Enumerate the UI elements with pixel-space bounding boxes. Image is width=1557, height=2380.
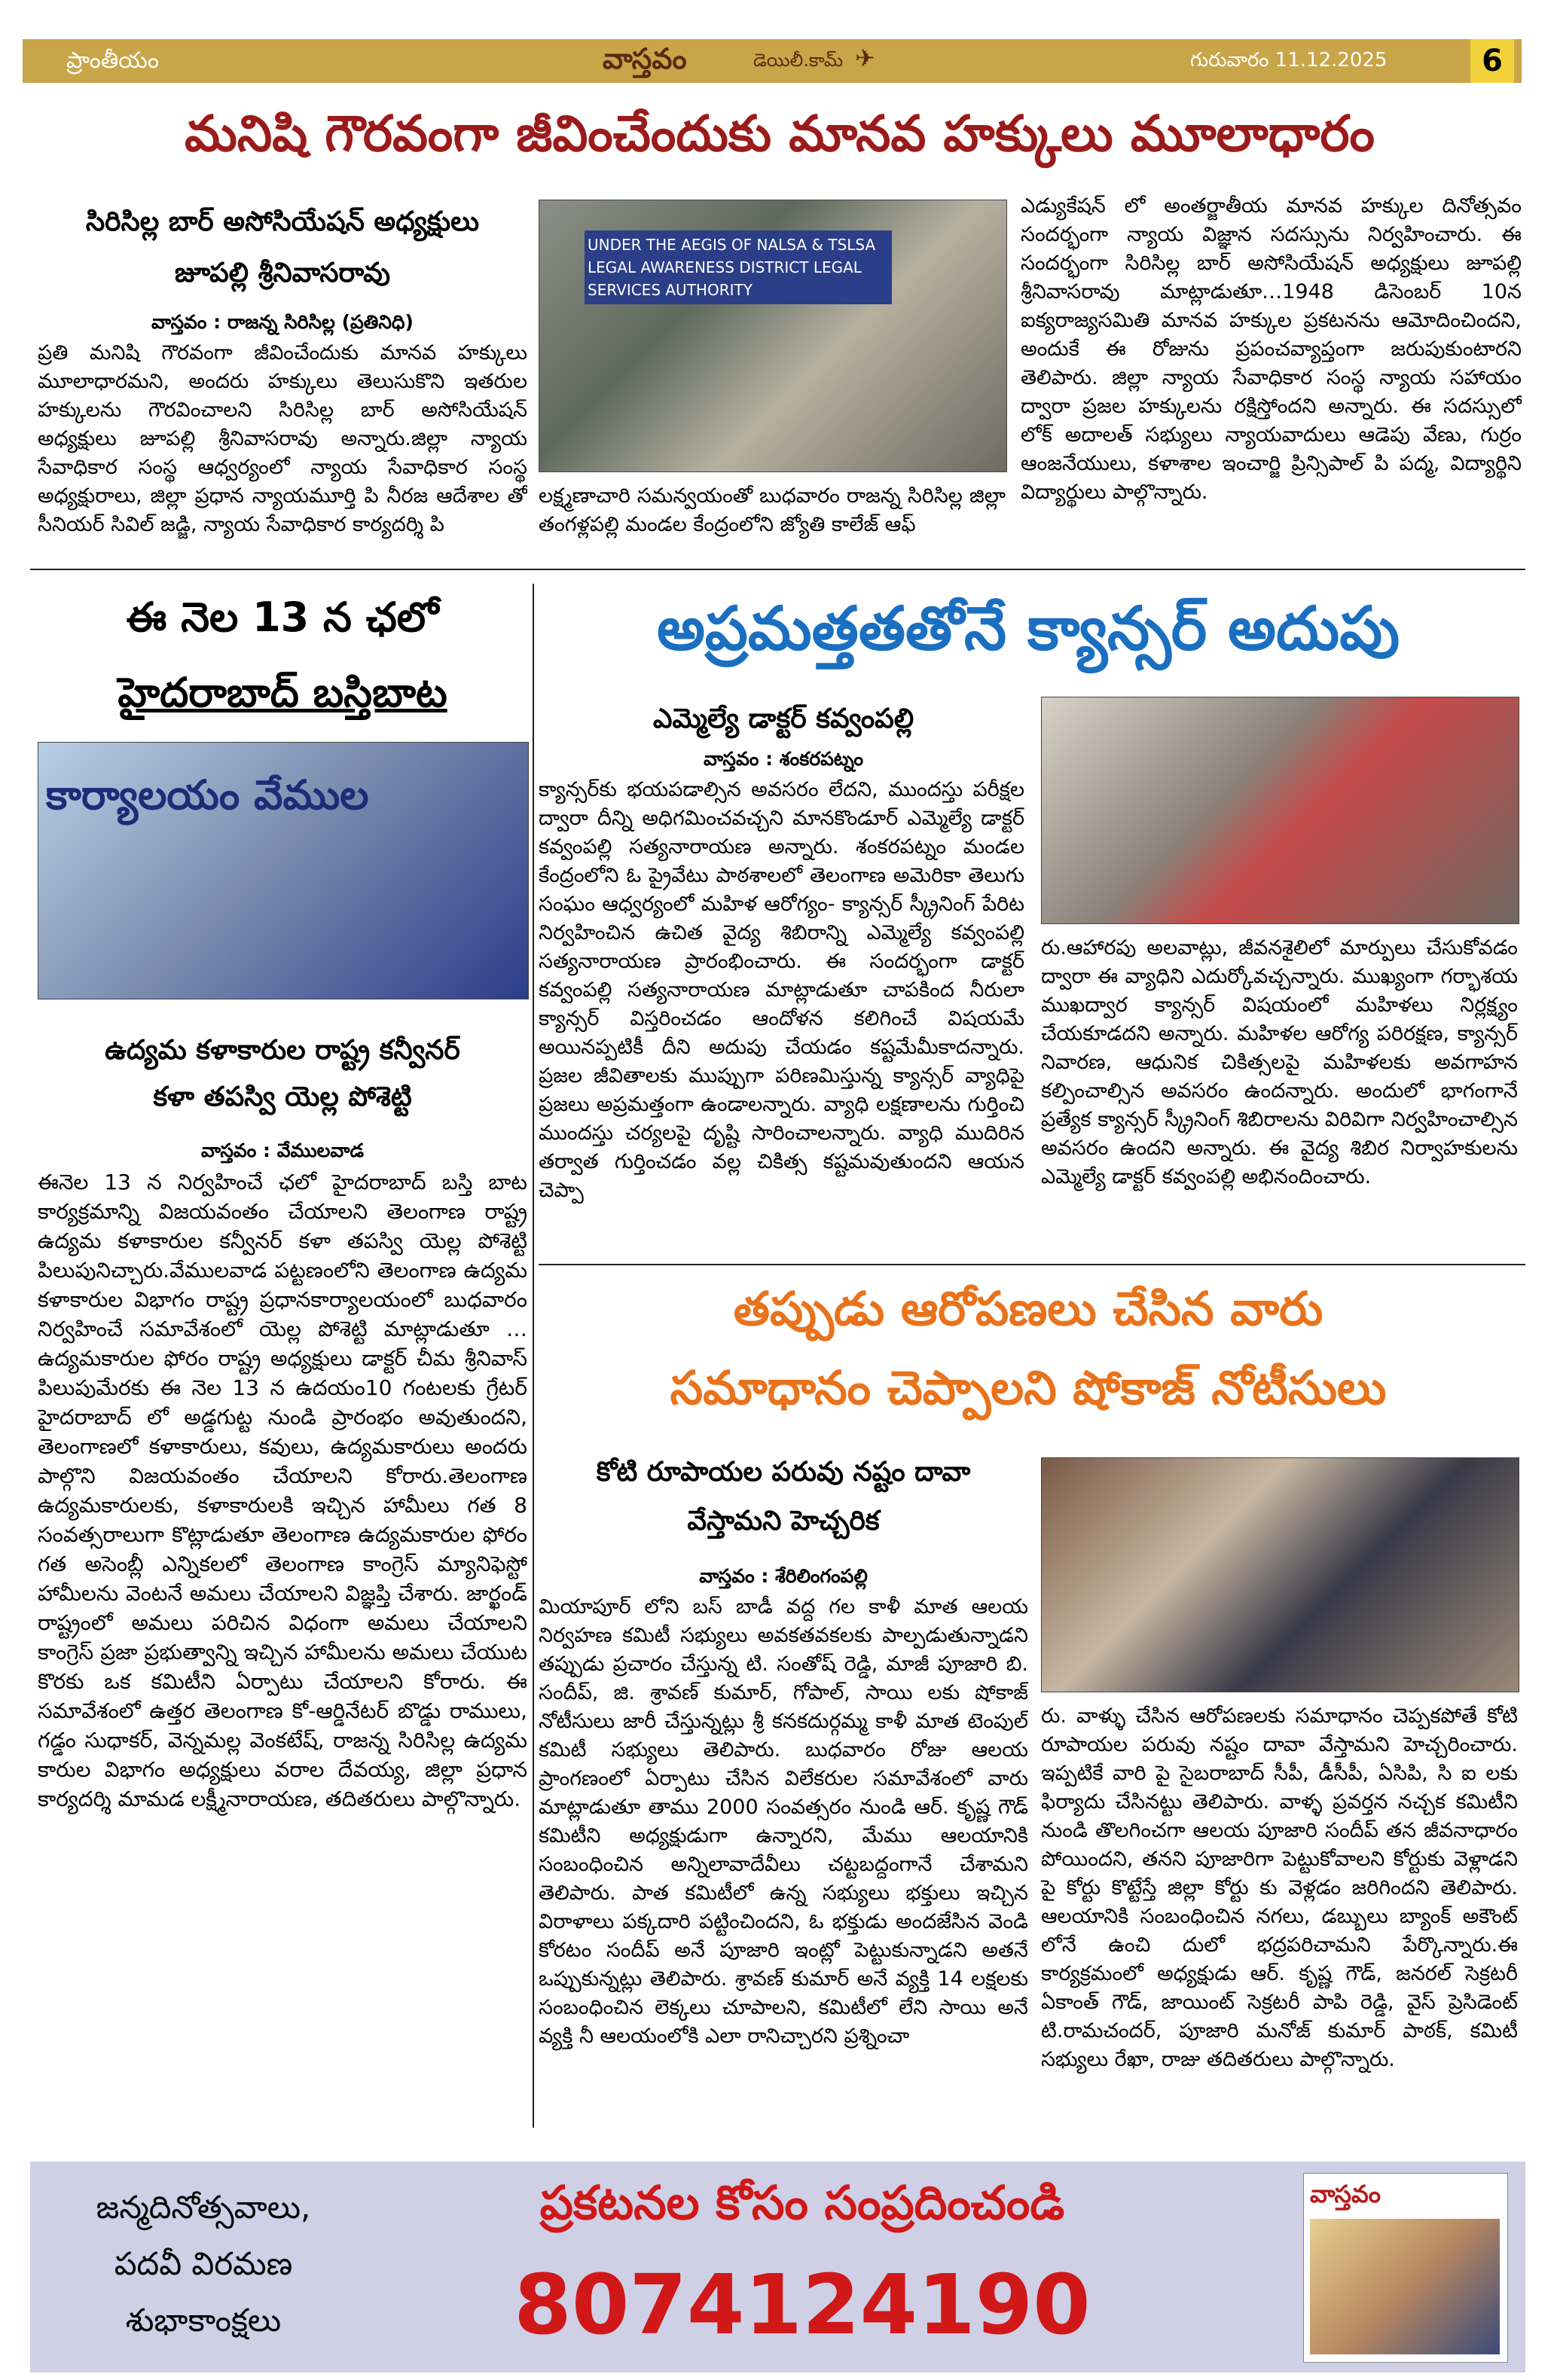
divider <box>539 1264 1525 1265</box>
page-number: 6 <box>1470 39 1514 83</box>
footer-left-line2: పదవీ విరమణ <box>114 2245 293 2282</box>
article2-subhead-2: కళా తపస్వి యెల్ల పోశెట్టి <box>153 1082 412 1112</box>
article3-dateline: వాస్తవం : శంకరపట్నం <box>703 748 864 770</box>
footer-left-line1: జన్మదినోత్సవాలు, <box>96 2189 311 2226</box>
article1-photo-banner: UNDER THE AEGIS OF NALSA & TSLSA LEGAL AWARENESS DISTRICT LEGAL SERVICES AUTHORITY <box>585 230 892 304</box>
article2-photo <box>38 742 529 999</box>
article1-headline: మనిషి గౌరవంగా జీవించేందుకు మానవ హక్కులు మూలాధారం <box>185 105 1375 163</box>
article4-col1: మియాపూర్ లోని బస్ బాడీ వద్ద గల కాళీ మాత ఆలయ నిర్వహణ కమిటీ సభ్యులు అవకతవకలకు పాల్పడుతున్నాడని తప్పుడు ప్రచారం చేస్తున్న టి. సంతోష్ రెడ్డి, మాజీ పూజారి బి. సందీప్, జి. శ్రావణ్ కుమార్, గోపాల్, సాయి లకు షోకాజ్ నోటీసులు జారీ చేస్తున్నట్లు శ్రీ కనకదుర్గమ్మ కాళీ మాత టెంపుల్ కమిటీ సభ్యులు తెలిపారు. బుధవారం రోజు ఆలయ ప్రాంగణంలో ఏర్పాటు చేసిన విలేకరుల సమావేశంలో వారు మాట్లాడుతూ తాము 2000 సంవత్సరం నుండి ఆర్. కృష్ణ గౌడ్ కమిటీని అధ్యక్షుడుగా ఉన్నారని, మేము ఆలయానికి సంబంధించిన అన్నిలావాదేవీలు చట్టబద్దంగానే చేశామని తెలిపారు. పాత కమిటీలో ఉన్న సభ్యులు భక్తులు ఇచ్చిన విరాళాలు పక్కదారి పట్టించిందని, ఓ భక్తుడు అందజేసిన వెండి కోరటం సందీప్ అనే పూజారి ఇంట్లో పెట్టుకున్నాడని అతనే ఒప్పుకున్నట్లు తెలిపారు. శ్రావణ్ కుమార్ అనే వ్యక్తి 14 లక్షలకు సంబంధించిన లెక్కలు చూపాలని, కమిటీలో లేని సాయి అనే వ్యక్తి నీ ఆలయంలోకి ఎలా రానిచ్చారని ప్రశ్నించా <box>539 1595 1028 2048</box>
article2-headline-1: ఈ నెల 13 న ఛలో <box>126 593 439 641</box>
issue-date: గురువారం 11.12.2025 <box>1190 49 1388 72</box>
article1-subhead-2: జూపల్లి శ్రీనివాసరావు <box>174 258 391 288</box>
article2-body: ఈనెల 13 న నిర్వహించే ఛలో హైదరాబాద్ బస్తి బాట కార్యక్రమాన్ని విజయవంతం చేయాలని తెలంగాణ రాష్ట్ర ఉద్యమ కళాకారుల కన్వీనర్ కళా తపస్వి యెల్ల పోశెట్టి పిలుపునిచ్చారు.వేములవాడ పట్టణంలోని తెలంగాణ ఉద్యమ కళాకారుల విభాగం రాష్ట్ర ప్రధానకార్యాలయంలో బుధవారం నిర్వహించే సమావేశంలో యెల్ల పోశెట్టి మాట్లాడుతూ …ఉద్యమకారుల ఫోరం రాష్ట్ర అధ్యక్షులు డాక్టర్ చీమ శ్రీనివాస్ పిలుపుమేరకు ఈ నెల 13 న ఉదయం10 గంటలకు గ్రేటర్ హైదరాబాద్ లో అడ్డగుట్ట నుండి ప్రారంభం అవుతుందని, తెలంగాణలో కళాకారులు, కవులు, ఉద్యమకారులు అందరు పాల్గొని విజయవంతం చేయాలని కోరారు.తెలంగాణ ఉద్యమకారులకు, కళాకారులకి ఇచ్చిన హామీలు గత 8 సంవత్సరాలుగా కొట్లాడుతూ తెలంగాణ ఉద్యమకారుల ఫోరం గత అసెంబ్లీ ఎన్నికలలో తెలంగాణ కాంగ్రెస్ మ్యానిఫెస్టో హామీలను వెంటనే అమలు చేయాలని విజ్ఞప్తి చేశారు. జార్ఖండ్ రాష్ట్రంలో అమలు పరిచిన విధంగా అమలు చేయాలని కాంగ్రెస్ ప్రజా ప్రభుత్వాన్ని ఇచ్చిన హామీలను అమలు చేయుట కొరకు ఒక కమిటీని ఏర్పాటు చేయాలని కోరారు. ఈ సమావేశంలో ఉత్తర తెలంగాణ కో-ఆర్డినేటర్ బొడ్డు రాములు, గడ్డం సుధాకర్, వెన్నమల్ల వెంకటేష్, రాజన్న సిరిసిల్ల ఉద్యమ కారుల విభాగం అధ్యక్షులు వరాల దేవయ్య, జిల్లా ప్రధాన కార్యదర్శి మామడ లక్ష్మీనారాయణ, తదితరులు పాల్గొన్నారు. <box>38 1170 527 1811</box>
article4-photo <box>1041 1457 1519 1692</box>
article1-dateline: వాస్తవం : రాజన్న సిరిసిల్ల (ప్రతినిధి) <box>151 311 414 333</box>
article3-col2: రు.ఆహారపు అలవాట్లు, జీవనశైలిలో మార్పులు చేసుకోవడం ద్వారా ఈ వ్యాధిని ఎదుర్కోవచ్చన్నారు. ముఖ్యంగా గర్భాశయ ముఖద్వార క్యాన్సర్ విషయంలో మహిళలు నిర్లక్ష్యం చేయకూడదని అన్నారు. మహిళల ఆరోగ్య పరిరక్షణ, క్యాన్సర్ నివారణ, ఆధునిక చికిత్సలపై మహిళలకు అవగాహన కల్పించాల్సిన అవసరం ఉందన్నారు. అందులో భాగంగానే ప్రత్యేక క్యాన్సర్ స్క్రీనింగ్ శిబిరాలను విరివిగా నిర్వహించాల్సిన అవసరం ఉందని అన్నారు. ఈ వైద్య శిబిర నిర్వాహకులను ఎమ్మెల్యే డాక్టర్ కవ్వంపల్లి అభినందించారు. <box>1041 936 1518 1188</box>
article4-dateline: వాస్తవం : శేరిలింగంపల్లి <box>699 1565 868 1587</box>
footer-left-line3: శుభాకాంక్షలు <box>125 2302 282 2339</box>
footer-center-title: ప్రకటనల కోసం సంప్రదించండి <box>539 2175 1065 2230</box>
article1-col3: ఎడ్యుకేషన్ లో అంతర్జాతీయ మానవ హక్కుల దినోత్సవం సందర్భంగా న్యాయ విజ్ఞాన సదస్సును నిర్వహించారు. ఈ సందర్భంగా సిరిసిల్ల బార్ అసోసియేషన్ అధ్యక్షులు జూపల్లి శ్రీనివాసరావు మాట్లాడుతూ…1948 డిసెంబర్ 10న ఐక్యరాజ్యసమితి మానవ హక్కుల ప్రకటనను ఆమోదించిందని, అందుకే ఈ రోజును ప్రపంచవ్యాప్తంగా జరుపుకుంటారని తెలిపారు. జిల్లా న్యాయ సేవాధికార సంస్థ న్యాయ సహాయం ద్వారా ప్రజల హక్కులను రక్షిస్తోందని అన్నారు. ఈ సదస్సులో లోక్ అదాలత్ సభ్యులు న్యాయవాదులు ఆడెపు వేణు, గుర్రం ఆంజనేయులు, కళాశాల ఇంచార్జి ప్రిన్సిపాల్ పి పద్మ, విద్యార్థిని విద్యార్థులు పాల్గొన్నారు. <box>1021 194 1522 504</box>
footer-mini-photo <box>1310 2219 1500 2354</box>
article4-subhead-1: కోటి రూపాయల పరువు నష్టం దావా <box>596 1457 971 1488</box>
article1-subhead-1: సిరిసిల్ల బార్ అసోసియేషన్ అధ్యక్షులు <box>85 206 480 237</box>
article1-photo <box>539 200 1007 472</box>
footer-mini-paper <box>1303 2173 1508 2363</box>
article3-subhead: ఎమ్మెల్యే డాక్టర్ కవ్వంపల్లి <box>652 703 914 734</box>
article3-photo <box>1041 697 1519 924</box>
divider <box>30 569 1525 570</box>
bird-icon: ✈ <box>855 44 875 72</box>
article4-col2: రు. వాళ్ళు చేసిన ఆరోపణలకు సమాధానం చెప్పకపోతే కోటి రూపాయల పరువు నష్టం దావా వేస్తామని హెచ్చరించారు. ఇప్పటికే వారి పై సైబరాబాద్ సీపీ, డీసీపీ, ఏసిపి, సి ఐ లకు ఫిర్యాదు చేసినట్టు తెలిపారు. వాళ్ళ ప్రవర్తన నచ్చక కమిటీని నుండి తొలగించగా ఆలయ పూజారి సందీప్ తన జీవనాధారం పోయిందని, తనని పూజారిగా పెట్టుకోవాలని కోర్టుకు వెళ్లాడని పై కోర్టు కొట్టేస్తే జిల్లా కోర్టు కు వెళ్లడం జరిగిందని తెలిపారు. ఆలయానికి సంబంధించిన నగలు, డబ్బులు బ్యాంక్ అకౌంట్ లోనే ఉంచి దులో భద్రపరిచామని పేర్కొన్నారు.ఈ కార్యక్రమంలో అధ్యక్షుడు ఆర్. కృష్ణ గౌడ్, జనరల్ సెక్రటరీ ఏకాంత్ గౌడ్, జాయింట్ సెక్రటరీ పాపి రెడ్డి, వైస్ ప్రెసిడెంట్ టి.రామచందర్, పూజారి మనోజ్ కుమార్ పాఠక్, కమిటీ సభ్యులు రేఖా, రాజు తదితరులు పాల్గొన్నారు. <box>1041 1704 1518 2071</box>
article1-col2: లక్ష్మణాచారి సమన్వయంతో బుధవారం రాజన్న సిరిసిల్ల జిల్లా తంగళ్లపల్లి మండల కేంద్రంలోని జ్యోతి కాలేజ్ ఆఫ్ <box>539 484 1006 536</box>
masthead-sub: డెయిలీ.కామ్ <box>753 50 844 71</box>
article2-headline-2: హైదరాబాద్ బస్తిబాట <box>118 669 447 716</box>
article4-headline-2: సమాధానం చెప్పాలని షోకాజ్ నోటీసులు <box>670 1360 1387 1415</box>
article1-col1: ప్రతి మనిషి గౌరవంగా జీవించేందుకు మానవ హక్కులు మూలాధారమని, అందరు హక్కులు తెలుసుకొని ఇతరుల హక్కులను గౌరవించాలని సిరిసిల్ల బార్ అసోసియేషన్ అధ్యక్షులు జూపల్లి శ్రీనివాసరావు అన్నారు.జిల్లా న్యాయ సేవాధికార సంస్థ ఆధ్వర్యంలో న్యాయ సేవాధికార సంస్థ అధ్యక్షురాలు, జిల్లా ప్రధాన న్యాయమూర్తి పి నీరజ ఆదేశాల తో సీనియర్ సివిల్ జడ్జి, న్యాయ సేవాధికార కార్యదర్శి పి <box>38 341 527 536</box>
article2-photo-banner: కార్యాలయం వేముల <box>46 771 369 819</box>
article4-subhead-2: వేస్తామని హెచ్చరిక <box>687 1506 880 1536</box>
footer-mini-masthead: వాస్తవం <box>1310 2180 1381 2208</box>
section-label: ప్రాంతీయం <box>66 47 160 74</box>
article3-col1: క్యాన్సర్‌కు భయపడాల్సిన అవసరం లేదని, ముందస్తు పరీక్షల ద్వారా దీన్ని అధిగమించవచ్చని మానకొండూర్ ఎమ్మెల్యే డాక్టర్ కవ్వంపల్లి సత్యనారాయణ అన్నారు. శంకరపట్నం మండల కేంద్రంలోని ఓ ప్రైవేటు పాఠశాలలో తెలంగాణ అమెరికా తెలుగు సంఘం ఆధ్వర్యంలో మహిళ ఆరోగ్యం- క్యాన్సర్ స్క్రీనింగ్ పేరిట నిర్వహించిన ఉచిత వైద్య శిబిరాన్ని ఎమ్మెల్యే కవ్వంపల్లి సత్యనారాయణ ప్రారంభించారు. ఈ సందర్భంగా డాక్టర్ కవ్వంపల్లి సత్యనారాయణ మాట్లాడుతూ చాపకింద నీరులా క్యాన్సర్ విస్తరించడం ఆందోళన కలిగించే విషయమే అయినప్పటికీ దీని అదుపు చేయడం కష్టమేమీకాదన్నారు. ప్రజల జీవితాలకు ముప్పుగా పరిణమిస్తున్న క్యాన్సర్ వ్యాధిపై ప్రజలు అప్రమత్తంగా ఉండాలన్నారు. వ్యాధి లక్షణాలను గుర్తించి ముందస్తు చర్యలపై దృష్టి సారించాలన్నారు. వ్యాధి ముదిరిన తర్వాత గుర్తించడం వల్ల చికిత్స కష్టమవుతుందని ఆయన చెప్పా <box>539 778 1024 1202</box>
article2-subhead-1: ఉద్యమ కళాకారుల రాష్ట్ర కన్వీనర్ <box>105 1035 460 1066</box>
article3-headline: అప్రమత్తతతోనే క్యాన్సర్ అదుపు <box>656 593 1400 664</box>
masthead-logo: వాస్తవం <box>603 42 687 75</box>
article4-headline-1: తప్పుడు ఆరోపణలు చేసిన వారు <box>733 1281 1323 1336</box>
column-divider <box>533 584 534 2128</box>
footer-phone: 8074124190 <box>514 2256 1091 2353</box>
article2-dateline: వాస్తవం : వేములవాడ <box>200 1140 365 1161</box>
